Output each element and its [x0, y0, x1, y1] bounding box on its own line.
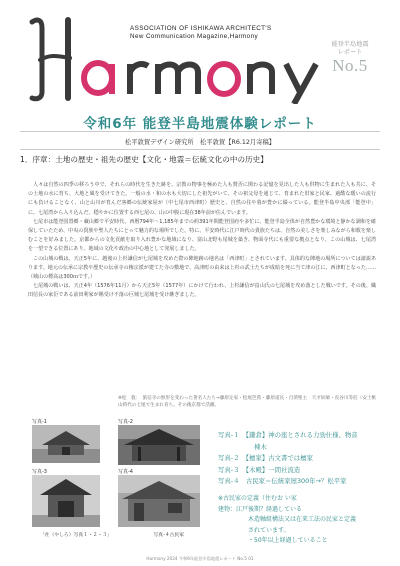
photo-4-label: 写真-4 — [118, 469, 133, 475]
article-body — [28, 181, 376, 301]
volume-label-1: 能登半島地震 — [331, 41, 369, 48]
logo-o — [210, 64, 238, 94]
magazine-subtitle: New Communication Magazine,Harmony — [130, 33, 259, 40]
caption-1-continuation: 棟木 — [254, 442, 267, 451]
definition-line: 木造軸組構法又は在来工法の民家と定義 — [248, 516, 357, 523]
section-heading: 1．序章：土地の歴史・祖先の歴史【文化・地霊＝伝統文化の中の历史】 — [20, 155, 268, 164]
paragraph: 七尾城の戦いは、天正4年（1576年11月）から天正5年（1577年）にかけて行われ、上杉謙信が畠山氏の七尾城を攻め落とした戦いです。その後、織田信長の家臣である前田利家が賜受け不落の巨城七尾城を受け継ぎました。 — [28, 283, 376, 299]
article-title: 令和6年 能登半島地震体験レポート — [83, 116, 317, 132]
photo-3-wooden-shrine — [32, 475, 100, 527]
page-footer: Harmony 2024 令和6年能登半島地震レポート No.5 01 — [146, 556, 254, 561]
definition-line: 建物：江戸後期？経過している — [218, 505, 303, 513]
masthead — [0, 0, 400, 110]
definition-line: ・50年以上経過していること — [248, 537, 328, 544]
association-line: ASSOCIATION OF ISHIKAWA ARCHITECT'S — [130, 25, 272, 32]
byline-divider — [20, 149, 380, 150]
photo-2-shrine-hall — [118, 425, 200, 465]
logo-r — [130, 64, 148, 94]
definition-line: されています。 — [248, 526, 290, 534]
volume-label-2: レポート — [337, 49, 363, 56]
logo-m — [158, 64, 198, 94]
volume-block — [318, 41, 382, 75]
kominka-definition — [218, 494, 356, 547]
definition-heading: ※古民家の定義（住むお い家 — [218, 495, 297, 502]
photo-captions — [218, 430, 358, 488]
article-note: ※松 敦： 旅信寺の無形を変わった著名人たち→藤原定家・松尾芭蕉・藤原道長・百済聖主 天才絵師・長谷川等伯（安土桃山時代の七尾で生まれ育ち。その後京都で活躍。 — [118, 396, 377, 408]
paragraph: 七尾市は能登国置郷・蔵山郷で平安時代、西暦794年～1,185年までの約391年間能登国府や多忙に、能登半島全体が自然豊かな環境と静かな調和を確保していたため、中央の貴族や聖人たちにとって魅力的な場所でした。特に、平安時代に江戸時代の貴族たちは、自然の美しさを楽しみながら和歌を楽しむことを好みました。京都からの文化貢献を取り入れ豊かな地域になり、富山北野も尾城を築き、物面寺代にも重要な拠点となり、この山城は、七尾湾を一望できる位置にあり、地域の文化や政治の中心地として発展しました。 — [28, 218, 376, 253]
logo-a-bowl — [84, 63, 112, 93]
title-divider — [20, 131, 380, 132]
paragraph: 人々は自然の四季の移ろう中で、それらの時代を生きた跡を、宗教の物事を極めた人も賛否に関わる記憶を見出した人も供物に生まれた人も共に、その土地の水に育ち、大地と風を受けてきた。一般の水・和の水も大切にした祖先がいて、その祖父母を通じて、育まれた旧家と民家、過酷な暖いの流行にも負けることなく、山と山川が育んだ客郷の伝統家屋が（中七尾市西津町）歴史と、自然の住や暮が豊かに綴っている。能登半島中央部「能登中」に、七尾湾から入り込んだ、穏やかに位置する西七尾の、山の中腹に現在38年前が住んでいます。 — [28, 182, 376, 216]
logo-y — [286, 64, 316, 104]
logo-n — [250, 64, 272, 94]
caption-3: 写真-３ 【木殿】一間社流造 — [218, 465, 301, 474]
photo-3-label: 写真-3 — [32, 469, 47, 475]
photo-references — [40, 531, 224, 538]
photo-ref-house: 写真-４古民家 — [153, 533, 185, 538]
photo-1-shrine-exterior — [32, 425, 100, 463]
association-name — [130, 25, 272, 40]
article-byline: 松平敦賀デザイン研究所 松平敦賀【R6.12月寄稿】 — [124, 139, 276, 146]
photo-2-label: 写真-2 — [118, 419, 133, 425]
paragraph: この山城の戦は、天正5年に、越後の上杉謙信が七尾城を攻めた際の陣地跡の地名は「西津町」とされています。具体的な陣地の場所については諸説あります。地元の伝承に宗教や歴史の伝承寺の権宗派が建てた寺の敷地で、高津町の由来は上杉の武士たちが成暗を死に当て津の江に、西津町となった……（城山の標高は300ｍです。） — [28, 255, 376, 281]
caption-1: 写真-１ 【鎌倉】神の座とされる力勁仕様、物音 — [218, 431, 358, 439]
caption-2: 写真-２ 【檀家】古文書では檀家 — [218, 454, 313, 462]
photo-1-label: 写真-1 — [32, 419, 47, 425]
caption-4: 写真-４ 古民家＝伝統家屋300年→？松平家 — [218, 477, 347, 485]
photo-ref-shrine: 「社（やしろ）写真１・２・３」 — [40, 533, 112, 538]
volume-number: No.5 — [332, 56, 368, 75]
photo-4-old-house — [118, 475, 200, 527]
